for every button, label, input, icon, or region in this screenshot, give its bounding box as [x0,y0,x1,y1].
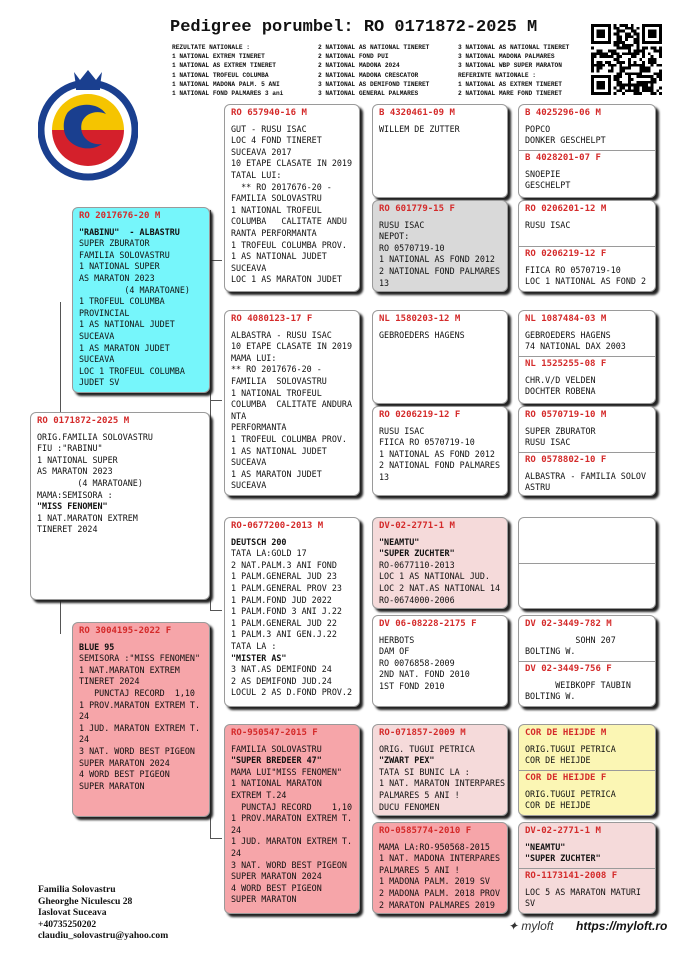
detail-line: SUCEAVA [231,457,267,468]
detail-line: "SUPER ZUCHTER" [525,853,601,864]
father-ring: RO 2017676-20 M [79,211,161,221]
detail-line: FAMILIA SOLOVASTRU [231,375,327,386]
detail-line: 24 [79,711,90,722]
logo-crown-band [76,86,100,90]
detail-line: DAM OF [379,646,410,657]
ggg-entry [525,314,649,353]
result-line: 1 NATIONAL AS EXTREM TINERET [172,62,276,70]
detail-line: 3 NAT. WORD BEST PIGEON [231,859,347,870]
results-column-1 [172,43,283,98]
grandfather-maternal-card[interactable] [224,517,360,707]
ggp-ring: RO 0206219-12 F [379,410,461,420]
myloft-logo [508,919,553,933]
pair-divider [519,246,655,247]
detail-line: 1 NAT.MARATON EXTREM [37,512,138,523]
detail-line: 1 PALM.GENERAL PROV 23 [231,582,342,593]
subject-ring: RO 0171872-2025 M [37,416,130,426]
detail-line: 1 MADONA PALM. 2019 SV [379,876,490,887]
ggg-ring: COR DE HEIJDE F [525,773,607,783]
result-line: 1 NATIONAL AS EXTREM TINERET [458,80,562,88]
pair-divider [519,452,655,453]
pair-divider [519,868,655,869]
pair-divider [519,150,655,151]
grandmother-maternal-card[interactable] [224,724,360,914]
detail-line: ** RO 2017676-20 - [231,364,322,375]
detail-line: NEPOT: [379,231,410,242]
detail-line: 2 NAT.PALM.3 ANI FOND [231,559,337,570]
detail-line: BOLTING W. [525,646,576,657]
father-card[interactable] [72,207,210,393]
detail-line: 1 AS NATIONAL JUDET [79,319,175,330]
detail-line: 24 [79,734,90,745]
detail-line: SUPER MARATON [79,780,145,791]
detail-line: BLUE 95 [79,641,115,652]
subject-pigeon-card[interactable] [30,412,210,600]
logo-crown-icon [74,70,102,86]
detail-line: DONKER GESCHELPT [525,135,606,146]
ggg-ring: DV 02-3449-756 F [525,664,612,674]
detail-line: "NEAMTU" [379,536,420,547]
detail-line: SUCEAVA [79,330,115,341]
detail-line: PUNCTAJ RECORD 1,10 [231,801,353,812]
detail-line: 1 JUD. MARATON EXTREM T. [79,722,201,733]
ggg-ring: B 4025296-06 M [525,108,601,118]
detail-line: MAMA LA:RO-950568-2015 [379,841,490,852]
detail-line: TATAL LUI: [231,169,282,180]
gp-details [231,330,353,492]
detail-line: "SUPER BREDEER 47" [231,755,322,766]
detail-line: TINERET 2024 [79,676,140,687]
ggg-entry [525,204,649,231]
contact-line: claudiu_solovastru@yahoo.com [38,930,169,942]
detail-line: GESCHELPT [525,180,571,191]
detail-line: TINERET 2024 [37,524,98,535]
detail-line: 1 PALM.GENERAL JUD 22 [231,617,337,628]
father-details [79,227,203,389]
ggg-ring: RO 0206219-12 F [525,249,607,259]
detail-line: COR DE HEIJDE [525,755,591,766]
detail-line: RO-0674000-2006 [379,594,455,605]
ggg-entry [525,108,649,147]
detail-line: (4 MARATOANE) [79,284,190,295]
detail-line: COLUMBA CALITATE ANDU [231,216,347,227]
ggg-ring: NL 1525255-08 F [525,359,607,369]
great-grandparent-card[interactable] [372,406,508,496]
detail-line: 1ST FOND 2010 [379,680,445,691]
grandmother-paternal-card[interactable] [224,310,360,496]
result-line: 1 NATIONAL EXTREM TINERET [172,53,265,61]
detail-line: 13 [379,471,390,482]
detail-line: AS MARATON 2023 [37,466,113,477]
ggg-pair-card[interactable] [518,310,656,404]
great-grandparent-card[interactable] [372,104,508,198]
detail-line: "ZWART PEX" [379,755,435,766]
detail-line: 1 NATIONAL SUPER [79,261,160,272]
ggp-ring: B 4320461-09 M [379,108,455,118]
ggg-ring: RO 0206201-12 M [525,204,607,214]
ggg-ring: B 4028201-07 F [525,153,601,163]
ggp-ring: RO-071857-2009 M [379,728,466,738]
detail-line: 3 NAT. WORD BEST PIGEON [79,745,195,756]
detail-line: PERFORMANTA [231,422,287,433]
detail-line: 1 PALM.3 ANI GEN.J.22 [231,629,337,640]
detail-line: 1 PALM.GENERAL JUD 23 [231,571,337,582]
detail-line: LOC 1 NATIONAL AS FOND 2 [525,276,647,287]
ggg-entry [525,359,649,398]
mother-details [79,642,203,793]
ggg-ring: RO-1173141-2008 F [525,871,618,881]
ggg-entry [525,249,649,288]
detail-line: 1 TROFEUL COLUMBA PROV. [231,433,347,444]
ggg-pair-card[interactable] [518,200,656,292]
detail-line: 4 WORD BEST PIGEON [79,769,170,780]
ggg-ring: RO 0570719-10 M [525,410,607,420]
detail-line: RUSU ISAC [525,219,571,230]
detail-line: AS MARATON 2023 [79,272,155,283]
myloft-link[interactable]: https://myloft.ro [576,919,668,933]
detail-line: 1 AS NATIONAL JUDET [231,445,327,456]
detail-line: ASTRU [525,482,551,493]
great-grandparent-card[interactable] [372,517,508,609]
detail-line: WEIBKOPF TAUBIN [525,679,631,690]
club-logo [38,50,138,185]
result-line: 2 NATIONAL AS NATIONAL TINERET [318,44,430,51]
detail-line: TATA LA:GOLD 17 [231,548,307,559]
detail-line: FAMILIA SOLOVASTRU [231,743,322,754]
detail-line: 1 TROFEUL COLUMBA [79,296,165,307]
myloft-bird-icon: ✦ [508,919,519,933]
detail-line: ** RO 2017676-20 - [231,181,332,192]
detail-line: 1 NATIONAL AS FOND 2012 [379,448,495,459]
detail-line: SUCEAVA [79,354,115,365]
detail-line: (4 MARATOANE) [37,477,143,488]
detail-line: "RABINU" - ALBASTRU [79,226,180,237]
contact-line: +40735250202 [38,918,97,930]
detail-line: EXTREM T.24 [231,789,287,800]
result-line: 3 NATIONAL MADONA PALMARES [458,53,555,61]
ggp-ring: DV 06-08228-2175 F [379,619,477,629]
detail-line: 1 PALM.FOND JUD 2022 [231,594,332,605]
result-line: 1 NATIONAL FOND PALMARES 3 ani [172,90,284,98]
great-grandparent-card[interactable] [372,200,508,292]
detail-line: MAMA LUI: [231,352,277,363]
qr-code-icon[interactable] [591,24,662,95]
detail-line: 1 NAT. MARATON INTERPARES [379,778,506,789]
detail-line: 2 MADONA PALM. 2018 PROV [379,887,501,898]
detail-line: SUPER MARATON 2024 [79,757,170,768]
detail-line: SUPER MARATON [231,894,297,905]
detail-line: 10 ETAPE CLASATE IN 2019 [231,158,353,169]
great-grandparent-card[interactable] [372,615,508,707]
ggp-ring: NL 1580203-12 M [379,314,461,324]
detail-line: 1 NATIONAL MARATON [231,778,322,789]
result-line: 1 NATIONAL TROFEUL COLUMBA [172,71,269,79]
ggg-ring: NL 1087484-03 M [525,314,607,324]
ggg-entry [525,664,649,703]
detail-line: MAMA:SEMISORA : [37,489,113,500]
contact-line: Familia Solovastru [38,884,116,895]
detail-line: DOCHTER ROBENA [525,386,596,397]
detail-line: LOC 5 AS MARATON MATURI [525,886,641,897]
detail-line: SOHN 207 [525,634,616,645]
ggg-pair-card[interactable] [518,517,656,609]
ggp-ring: DV-02-2771-1 M [379,521,455,531]
detail-line: ORIG.FAMILIA SOLOVASTRU [37,431,153,442]
ggp-details [379,842,501,912]
contact-line: Gheorghe Niculescu 28 [38,895,133,907]
detail-line: "SUPER ZUCHTER" [379,548,455,559]
detail-line: LOC 1 TROFEUL COLUMBA [79,365,185,376]
detail-line: 1 AS NATIONAL JUDET [231,251,327,262]
ggg-ring: DV-02-2771-1 M [525,826,601,836]
detail-line: RUSU ISAC [379,219,425,230]
great-grandparent-card[interactable] [372,724,508,816]
detail-line: SUCEAVA [231,262,267,273]
detail-line: PALMARES 5 ANI ! [379,864,460,875]
ggp-details [379,635,501,693]
detail-line: 4 WORD BEST PIGEON [231,882,322,893]
detail-line: 10 ETAPE CLASATE IN 2019 [231,341,353,352]
ggg-ring: DV 02-3449-782 M [525,619,612,629]
detail-line: MAMA LUI"MISS FENOMEN" [231,766,342,777]
detail-line: 1 NAT. MADONA INTERPARES [379,853,501,864]
results-column-2 [318,43,429,98]
detail-line: 1 NATIONAL SUPER [37,454,118,465]
detail-line: DUCU FENOMEN [379,801,440,812]
detail-line: NTA [231,410,247,421]
subject-details [37,432,203,536]
gp-details [231,124,353,286]
detail-line: 1 JUD. MARATON EXTREM T. [231,836,353,847]
detail-line: JUDET SV [79,377,120,388]
detail-line: SUCEAVA [231,480,267,491]
detail-line: 1 NATIONAL TROFEUL [231,387,322,398]
detail-line: GEBROEDERS HAGENS [379,329,465,340]
detail-line: 1 TROFEUL COLUMBA PROV. [231,239,347,250]
detail-line: FIICA RO 0570719-10 [525,264,621,275]
gp-details [231,744,353,906]
detail-line: 1 NATIONAL AS FOND 2012 [379,254,495,265]
result-line: 3 NATIONAL AS DEMIFOND TINERET [318,80,430,88]
detail-line: 24 [231,824,242,835]
ggp-details [379,426,501,484]
mother-ring: RO 3004195-2022 F [79,626,172,636]
result-line: 2 NATIONAL FOND PUI [318,53,389,61]
detail-line: ORIG. TUGUI PETRICA [379,743,475,754]
detail-line: 1 PALM.FOND 3 ANI J.22 [231,606,342,617]
detail-line: GEBROEDERS HAGENS [525,329,611,340]
detail-line: HERBOTS [379,634,415,645]
detail-line: DEUTSCH 200 [231,536,287,547]
result-line: 3 NATIONAL GENERAL PALMARES [318,90,419,98]
ggg-ring: RO 0578802-10 F [525,455,607,465]
detail-line: LOC 1 AS MARATON JUDET [231,274,342,285]
gp-ring: RO-950547-2015 F [231,728,318,738]
ggp-ring: RO-0585774-2010 F [379,826,472,836]
gp-ring: RO 657940-16 M [231,108,307,118]
ggg-entry [525,826,649,865]
detail-line: FAMILIA SOLOVASTRU [231,193,322,204]
detail-line: 2 NATIONAL FOND PALMARES [379,460,501,471]
ggp-details [379,743,506,814]
detail-line: WILLEM DE ZUTTER [379,123,460,134]
ggp-ring: RO 601779-15 F [379,204,455,214]
detail-line: 1 NAT.MARATON EXTREM [79,664,180,675]
gp-details [231,537,353,699]
mother-card[interactable] [72,622,210,817]
pair-divider [519,770,655,771]
detail-line: 3 NAT.AS DEMIFOND 24 [231,664,332,675]
pair-divider [519,356,655,357]
detail-line: CHR.V/D VELDEN [525,374,596,385]
ggg-entry [525,773,649,812]
detail-line: 2 AS DEMIFOND JUD.24 [231,675,332,686]
detail-line: "NEAMTU" [525,841,566,852]
detail-line: 1 AS MARATON JUDET [231,468,322,479]
detail-line: LOC 1 AS NATIONAL JUD. [379,571,490,582]
great-grandparent-card[interactable] [372,822,508,914]
detail-line: SUPER MARATON 2024 [231,871,322,882]
ggg-entry [525,153,649,192]
ggp-details [379,124,501,136]
grandfather-paternal-card[interactable] [224,104,360,292]
detail-line: ALBASTRA - RUSU ISAC [231,329,332,340]
detail-line: SEMISORA :"MISS FENOMEN" [79,653,201,664]
detail-line: "MISS FENOMEN" [37,501,108,512]
detail-line: PALMARES 5 ANI ! [379,789,460,800]
detail-line: RO 0076858-2009 [379,657,455,668]
detail-line: RANTA PERFORMANTA [231,227,317,238]
detail-line: SUCEAVA 2017 [231,146,292,157]
gp-ring: RO 4080123-17 F [231,314,313,324]
detail-line: TATA LA : [231,640,277,651]
detail-line: RUSU ISAC [525,437,571,448]
detail-line: ORIG.TUGUI PETRICA [525,788,616,799]
detail-line: FIICA RO 0570719-10 [379,437,475,448]
result-line: 2 NATIONAL MADONA 2024 [318,62,400,70]
ggg-entry [525,728,649,767]
detail-line: 2 NATIONAL FOND PALMARES [379,265,501,276]
great-grandparent-card[interactable] [372,310,508,404]
ggp-details [379,220,501,290]
ggg-entry [525,455,649,494]
detail-line: COLUMBA CALITATE ANDURA [231,399,353,410]
detail-line: SUPER ZBURATOR [79,238,150,249]
detail-line: GUT - RUSU ISAC [231,123,307,134]
detail-line: PROVINCIAL [79,307,130,318]
result-line: REZULTATE NATIONALE : [172,44,250,51]
detail-line: LOC 4 FOND TINERET [231,135,322,146]
ggp-details [379,537,501,607]
myloft-brand: myloft [521,919,554,933]
page-title: Pedigree porumbel: RO 0171872-2025 M [170,18,538,37]
result-line: 1 NATIONAL MADONA PALM. 5 ANI [172,80,280,88]
ggp-details [379,330,501,342]
detail-line: 74 NATIONAL DAX 2003 [525,341,626,352]
detail-line: SNOEPIE [525,168,561,179]
ggg-pair-card[interactable] [518,104,656,198]
detail-line: SV [525,898,536,909]
detail-line: 2 MARATON PALMARES 2019 [379,899,495,910]
ggg-entry [525,871,649,910]
ggg-entry [525,410,649,449]
detail-line: TATA SI BUNIC LA : [379,766,470,777]
detail-line: RO 0570719-10 [379,242,445,253]
detail-line: ALBASTRA - FAMILIA SOLOV [525,470,647,481]
detail-line: 1 NATIONAL TROFEUL [231,204,322,215]
detail-line: SUPER ZBURATOR [525,425,596,436]
result-line: REFERINTE NATIONALE : [458,71,536,79]
detail-line: LOC 2 NAT.AS NATIONAL 14 [379,582,501,593]
results-column-3 [458,43,569,98]
detail-line: BOLTING W. [525,691,576,702]
result-line: 3 NATIONAL WBP SUPER MARATON [458,62,562,70]
result-line: 2 NATIONAL MARE FOND TINERET [458,90,562,98]
gp-ring: RO-0677200-2013 M [231,521,324,531]
ggg-ring: COR DE HEIJDE M [525,728,607,738]
detail-line: FIU :"RABINU" [37,443,103,454]
detail-line: RUSU ISAC [379,425,425,436]
detail-line: 13 [379,277,390,288]
detail-line: 1 PROV.MARATON EXTREM T. [79,699,201,710]
detail-line: ORIG.TUGUI PETRICA [525,743,616,754]
detail-line: PUNCTAJ RECORD 1,10 [79,687,195,698]
ggg-entry [525,619,649,658]
detail-line: 1 PROV.MARATON EXTREM T. [231,813,353,824]
detail-line: RO-0677110-2013 [379,559,455,570]
ggg-pair-card[interactable] [518,406,656,496]
ggg-pair-card[interactable] [518,724,656,816]
detail-line: "MISTER AS" [231,652,287,663]
ggg-pair-card[interactable] [518,822,656,914]
detail-line: 1 AS MARATON JUDET [79,342,170,353]
detail-line: FAMILIA SOLOVASTRU [79,249,170,260]
detail-line: LOCUL 2 AS D.FOND PROV.2 [231,687,353,698]
pair-divider [519,661,655,662]
detail-line: COR DE HEIJDE [525,800,591,811]
detail-line: 24 [231,847,242,858]
result-line: 2 NATIONAL MADONA CRESCATOR [318,71,419,79]
pair-divider [519,563,655,564]
detail-line: 2ND NAT. FOND 2010 [379,669,470,680]
breeder-contact [38,884,168,942]
detail-line: POPCO [525,123,551,134]
contact-line: Iaslovat Suceava [38,907,107,919]
ggg-pair-card[interactable] [518,615,656,707]
result-line: 3 NATIONAL AS NATIONAL TINERET [458,44,570,51]
